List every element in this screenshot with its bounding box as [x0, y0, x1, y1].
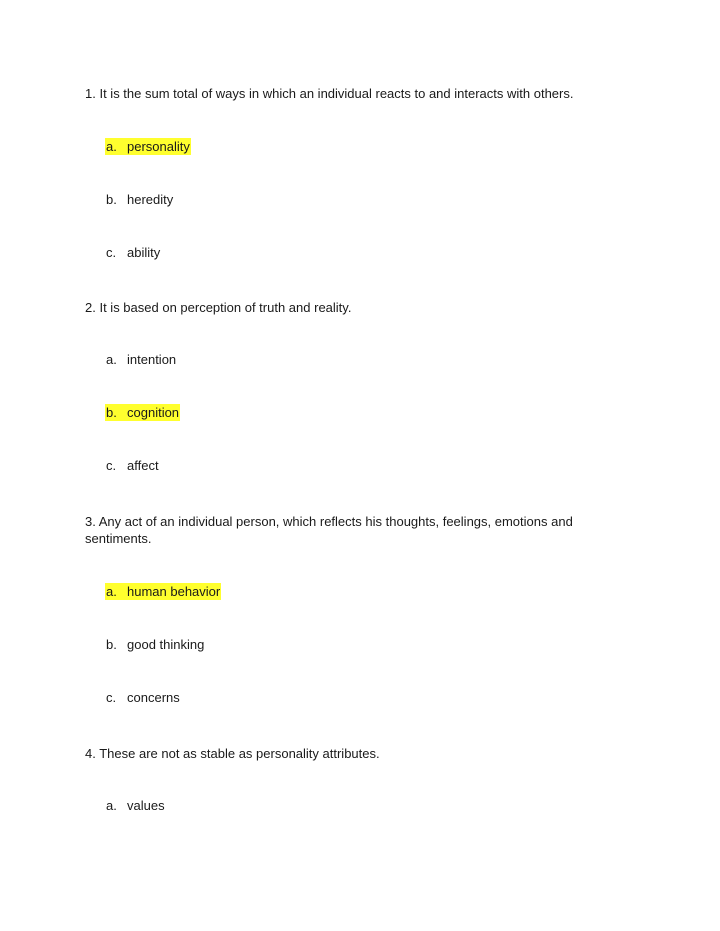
option-text: cognition [127, 405, 180, 420]
option-1c [105, 245, 161, 261]
option-letter: c. [106, 458, 117, 473]
option-letter: a. [106, 584, 117, 599]
question-3 [85, 513, 630, 547]
option-text: intention [127, 352, 177, 367]
option-3c [105, 690, 181, 706]
question-4 [85, 745, 630, 762]
option-letter: c. [106, 690, 117, 705]
question-number: 3. [85, 514, 96, 529]
option-1a [105, 139, 191, 155]
option-3b [105, 637, 205, 653]
question-number: 4. [85, 746, 96, 761]
option-text: ability [127, 245, 161, 260]
question-text: These are not as stable as personality attributes. [99, 746, 380, 761]
option-2b [105, 405, 180, 421]
option-1b [105, 192, 174, 208]
option-letter: a. [106, 798, 117, 813]
option-text: heredity [127, 192, 174, 207]
question-1 [85, 85, 630, 102]
question-text: It is based on perception of truth and reality. [99, 300, 352, 315]
option-letter: a. [106, 139, 117, 154]
question-number: 1. [85, 86, 96, 101]
option-text: human behavior [127, 584, 221, 599]
option-2c [105, 458, 160, 474]
question-text: Any act of an individual person, which reflects his thoughts, feelings, emotions and sentiments. [85, 514, 573, 546]
option-2a [105, 352, 177, 368]
option-letter: c. [106, 245, 117, 260]
option-letter: b. [106, 192, 117, 207]
option-text: personality [127, 139, 190, 154]
option-letter: b. [106, 405, 117, 420]
option-letter: b. [106, 637, 117, 652]
option-text: concerns [127, 690, 180, 705]
option-text: good thinking [127, 637, 205, 652]
option-text: affect [127, 458, 159, 473]
option-text: values [127, 798, 165, 813]
question-text: It is the sum total of ways in which an individual reacts to and interacts with others. [99, 86, 574, 101]
question-2 [85, 299, 630, 316]
option-3a [105, 584, 221, 600]
option-letter: a. [106, 352, 117, 367]
question-number: 2. [85, 300, 96, 315]
option-4a [105, 798, 166, 814]
